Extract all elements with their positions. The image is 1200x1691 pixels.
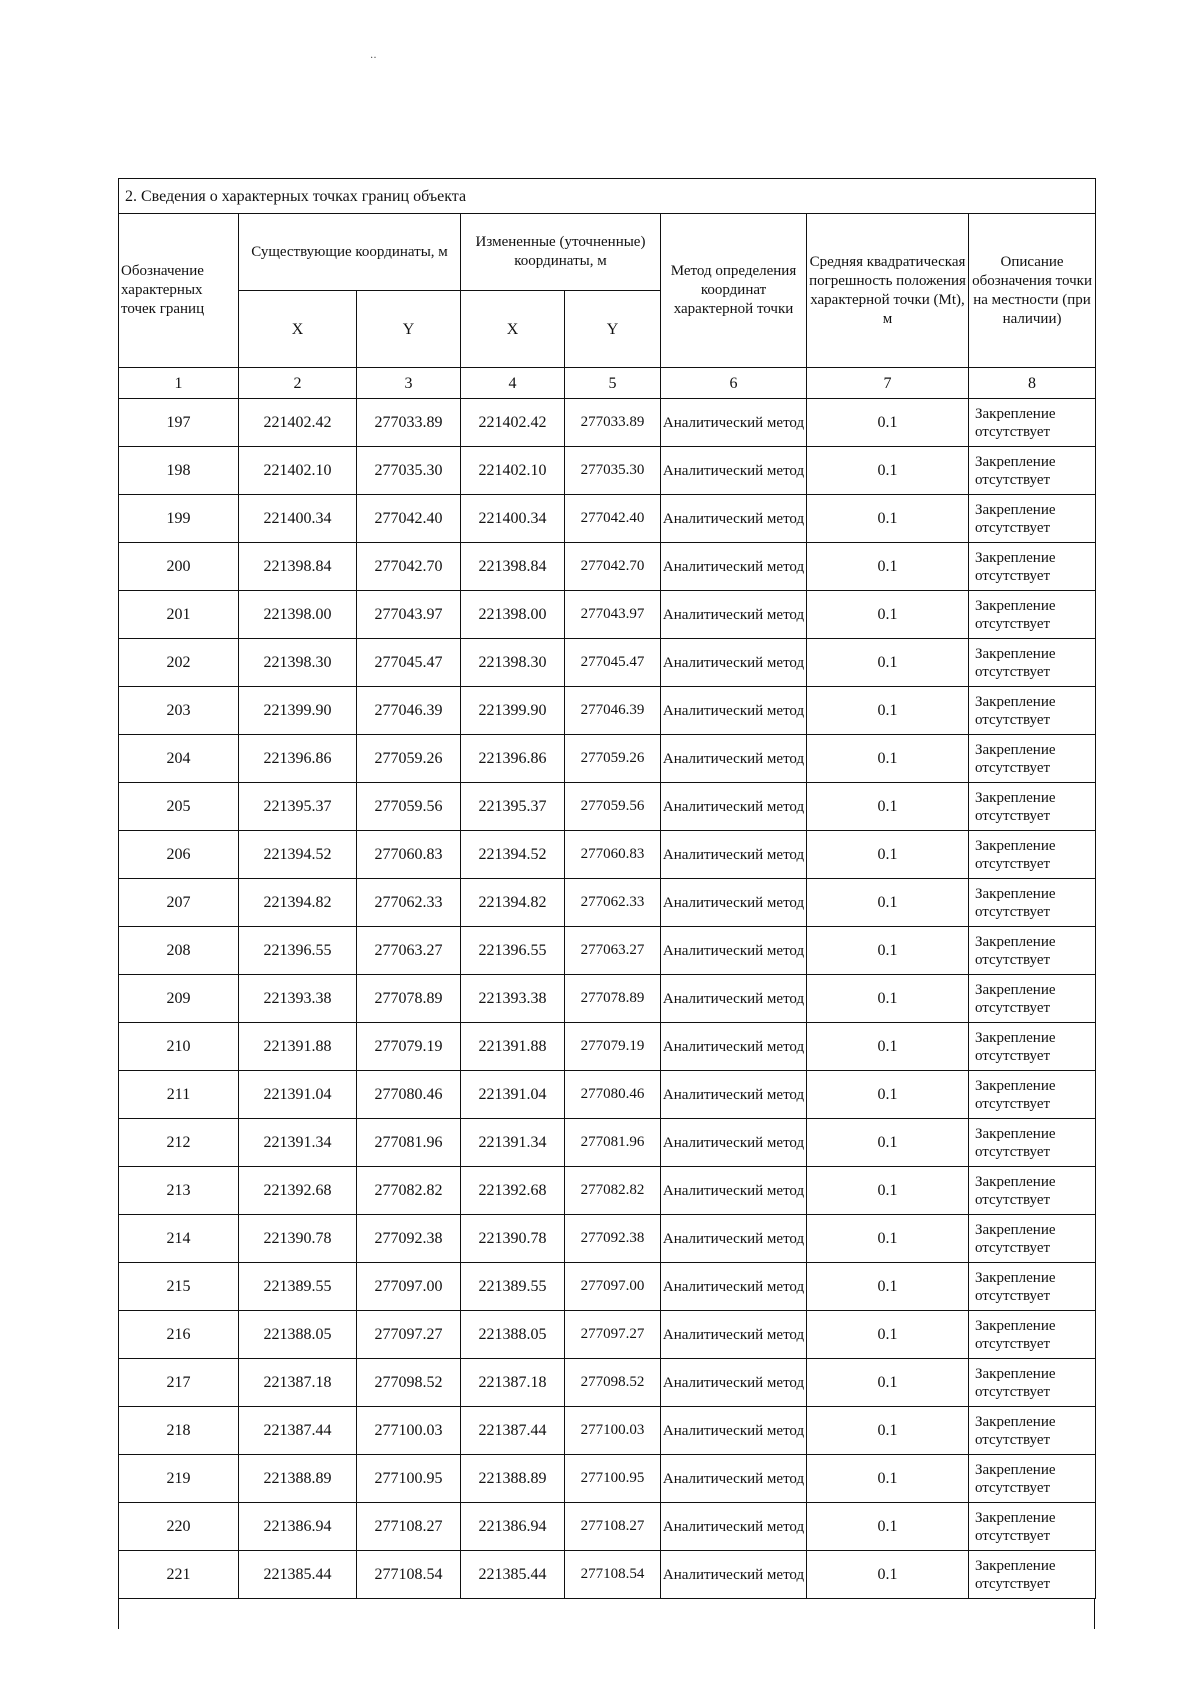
existing-y-cell: 277100.03 — [357, 1407, 461, 1455]
table-row — [119, 1551, 1096, 1599]
point-id-cell: 203 — [119, 687, 239, 735]
method-cell: Аналитический метод — [661, 399, 807, 447]
changed-x-cell: 221386.94 — [461, 1503, 565, 1551]
existing-x-cell: 221392.68 — [239, 1167, 357, 1215]
description-cell: Закрепление отсутствует — [969, 831, 1096, 879]
point-id-cell: 214 — [119, 1215, 239, 1263]
mt-error-cell: 0.1 — [807, 1071, 969, 1119]
method-cell: Аналитический метод — [661, 1311, 807, 1359]
table-row — [119, 1119, 1096, 1167]
description-cell: Закрепление отсутствует — [969, 783, 1096, 831]
method-cell: Аналитический метод — [661, 639, 807, 687]
header-method: Метод определения координат характерной точки — [661, 214, 807, 368]
table-row — [119, 1071, 1096, 1119]
table-row — [119, 1215, 1096, 1263]
changed-x-cell: 221395.37 — [461, 783, 565, 831]
method-cell: Аналитический метод — [661, 1263, 807, 1311]
header-description: Описание обозначения точки на местности (при наличии) — [969, 214, 1096, 368]
header-y-existing: Y — [357, 291, 461, 368]
description-cell: Закрепление отсутствует — [969, 1503, 1096, 1551]
description-cell: Закрепление отсутствует — [969, 591, 1096, 639]
point-id-cell: 209 — [119, 975, 239, 1023]
header-row-1 — [119, 214, 1096, 291]
changed-x-cell: 221398.30 — [461, 639, 565, 687]
point-id-cell: 221 — [119, 1551, 239, 1599]
changed-x-cell: 221388.05 — [461, 1311, 565, 1359]
table-row — [119, 1455, 1096, 1503]
description-cell: Закрепление отсутствует — [969, 1119, 1096, 1167]
description-cell: Закрепление отсутствует — [969, 1551, 1096, 1599]
header-changed-coordinates: Измененные (уточненные) координаты, м — [461, 214, 661, 291]
changed-y-cell: 277080.46 — [565, 1071, 661, 1119]
point-id-cell: 205 — [119, 783, 239, 831]
description-cell: Закрепление отсутствует — [969, 735, 1096, 783]
point-id-cell: 218 — [119, 1407, 239, 1455]
changed-x-cell: 221396.55 — [461, 927, 565, 975]
mt-error-cell: 0.1 — [807, 591, 969, 639]
existing-y-cell: 277033.89 — [357, 399, 461, 447]
existing-x-cell: 221396.55 — [239, 927, 357, 975]
changed-y-cell: 277079.19 — [565, 1023, 661, 1071]
method-cell: Аналитический метод — [661, 543, 807, 591]
point-id-cell: 208 — [119, 927, 239, 975]
existing-y-cell: 277098.52 — [357, 1359, 461, 1407]
changed-x-cell: 221390.78 — [461, 1215, 565, 1263]
header-x-existing: X — [239, 291, 357, 368]
changed-y-cell: 277045.47 — [565, 639, 661, 687]
point-id-cell: 207 — [119, 879, 239, 927]
point-id-cell: 216 — [119, 1311, 239, 1359]
table-row — [119, 495, 1096, 543]
table-row — [119, 975, 1096, 1023]
header-designation: Обозначение характерных точек границ — [119, 214, 239, 368]
existing-x-cell: 221389.55 — [239, 1263, 357, 1311]
changed-y-cell: 277108.27 — [565, 1503, 661, 1551]
table-row — [119, 1311, 1096, 1359]
method-cell: Аналитический метод — [661, 975, 807, 1023]
existing-y-cell: 277060.83 — [357, 831, 461, 879]
method-cell: Аналитический метод — [661, 591, 807, 639]
boundary-points-table-wrapper — [118, 178, 1095, 1599]
changed-x-cell: 221387.44 — [461, 1407, 565, 1455]
changed-x-cell: 221402.42 — [461, 399, 565, 447]
point-id-cell: 201 — [119, 591, 239, 639]
description-cell: Закрепление отсутствует — [969, 1263, 1096, 1311]
column-number: 6 — [661, 368, 807, 399]
changed-y-cell: 277081.96 — [565, 1119, 661, 1167]
changed-x-cell: 221391.34 — [461, 1119, 565, 1167]
point-id-cell: 220 — [119, 1503, 239, 1551]
table-row — [119, 639, 1096, 687]
changed-y-cell: 277035.30 — [565, 447, 661, 495]
existing-x-cell: 221388.05 — [239, 1311, 357, 1359]
point-id-cell: 215 — [119, 1263, 239, 1311]
existing-y-cell: 277097.00 — [357, 1263, 461, 1311]
changed-y-cell: 277097.00 — [565, 1263, 661, 1311]
point-id-cell: 202 — [119, 639, 239, 687]
header-error: Средняя квадратическая погрешность положения характерной точки (Mt), м — [807, 214, 969, 368]
table-row — [119, 783, 1096, 831]
changed-y-cell: 277043.97 — [565, 591, 661, 639]
changed-y-cell: 277098.52 — [565, 1359, 661, 1407]
method-cell: Аналитический метод — [661, 1503, 807, 1551]
point-id-cell: 204 — [119, 735, 239, 783]
existing-y-cell: 277079.19 — [357, 1023, 461, 1071]
mt-error-cell: 0.1 — [807, 687, 969, 735]
mt-error-cell: 0.1 — [807, 927, 969, 975]
mt-error-cell: 0.1 — [807, 1359, 969, 1407]
column-number: 8 — [969, 368, 1096, 399]
changed-x-cell: 221389.55 — [461, 1263, 565, 1311]
mt-error-cell: 0.1 — [807, 399, 969, 447]
description-cell: Закрепление отсутствует — [969, 1359, 1096, 1407]
changed-x-cell: 221387.18 — [461, 1359, 565, 1407]
changed-x-cell: 221394.52 — [461, 831, 565, 879]
description-cell: Закрепление отсутствует — [969, 495, 1096, 543]
description-cell: Закрепление отсутствует — [969, 447, 1096, 495]
table-continuation — [118, 1599, 1095, 1629]
mt-error-cell: 0.1 — [807, 975, 969, 1023]
changed-x-cell: 221391.04 — [461, 1071, 565, 1119]
section-title: 2. Сведения о характерных точках границ объекта — [119, 179, 1096, 214]
description-cell: Закрепление отсутствует — [969, 1407, 1096, 1455]
table-row — [119, 447, 1096, 495]
mt-error-cell: 0.1 — [807, 1167, 969, 1215]
description-cell: Закрепление отсутствует — [969, 927, 1096, 975]
boundary-points-table — [118, 178, 1096, 1599]
changed-y-cell: 277033.89 — [565, 399, 661, 447]
existing-x-cell: 221398.84 — [239, 543, 357, 591]
column-number: 4 — [461, 368, 565, 399]
point-id-cell: 197 — [119, 399, 239, 447]
mt-error-cell: 0.1 — [807, 1215, 969, 1263]
column-number: 3 — [357, 368, 461, 399]
existing-x-cell: 221387.18 — [239, 1359, 357, 1407]
changed-y-cell: 277042.70 — [565, 543, 661, 591]
existing-x-cell: 221391.88 — [239, 1023, 357, 1071]
mt-error-cell: 0.1 — [807, 543, 969, 591]
column-number: 7 — [807, 368, 969, 399]
existing-y-cell: 277092.38 — [357, 1215, 461, 1263]
existing-x-cell: 221393.38 — [239, 975, 357, 1023]
changed-x-cell: 221402.10 — [461, 447, 565, 495]
column-number: 2 — [239, 368, 357, 399]
method-cell: Аналитический метод — [661, 927, 807, 975]
table-row — [119, 1503, 1096, 1551]
method-cell: Аналитический метод — [661, 687, 807, 735]
mt-error-cell: 0.1 — [807, 831, 969, 879]
changed-y-cell: 277078.89 — [565, 975, 661, 1023]
table-row — [119, 1263, 1096, 1311]
mt-error-cell: 0.1 — [807, 1263, 969, 1311]
changed-x-cell: 221400.34 — [461, 495, 565, 543]
existing-x-cell: 221391.04 — [239, 1071, 357, 1119]
method-cell: Аналитический метод — [661, 1023, 807, 1071]
changed-x-cell: 221385.44 — [461, 1551, 565, 1599]
table-row — [119, 1167, 1096, 1215]
changed-x-cell: 221392.68 — [461, 1167, 565, 1215]
table-row — [119, 1407, 1096, 1455]
point-id-cell: 200 — [119, 543, 239, 591]
table-row — [119, 927, 1096, 975]
table-row — [119, 879, 1096, 927]
existing-y-cell: 277045.47 — [357, 639, 461, 687]
changed-x-cell: 221399.90 — [461, 687, 565, 735]
description-cell: Закрепление отсутствует — [969, 1167, 1096, 1215]
existing-x-cell: 221385.44 — [239, 1551, 357, 1599]
method-cell: Аналитический метод — [661, 1359, 807, 1407]
existing-y-cell: 277042.40 — [357, 495, 461, 543]
existing-y-cell: 277078.89 — [357, 975, 461, 1023]
existing-y-cell: 277108.54 — [357, 1551, 461, 1599]
table-row — [119, 591, 1096, 639]
existing-y-cell: 277062.33 — [357, 879, 461, 927]
existing-x-cell: 221396.86 — [239, 735, 357, 783]
point-id-cell: 199 — [119, 495, 239, 543]
table-row — [119, 1023, 1096, 1071]
changed-y-cell: 277060.83 — [565, 831, 661, 879]
point-id-cell: 213 — [119, 1167, 239, 1215]
changed-y-cell: 277100.03 — [565, 1407, 661, 1455]
description-cell: Закрепление отсутствует — [969, 399, 1096, 447]
mt-error-cell: 0.1 — [807, 1023, 969, 1071]
existing-x-cell: 221394.82 — [239, 879, 357, 927]
existing-x-cell: 221402.10 — [239, 447, 357, 495]
existing-y-cell: 277043.97 — [357, 591, 461, 639]
existing-x-cell: 221399.90 — [239, 687, 357, 735]
description-cell: Закрепление отсутствует — [969, 687, 1096, 735]
existing-y-cell: 277097.27 — [357, 1311, 461, 1359]
changed-y-cell: 277046.39 — [565, 687, 661, 735]
existing-y-cell: 277035.30 — [357, 447, 461, 495]
mt-error-cell: 0.1 — [807, 495, 969, 543]
existing-x-cell: 221387.44 — [239, 1407, 357, 1455]
point-id-cell: 210 — [119, 1023, 239, 1071]
section-title-row — [119, 179, 1096, 214]
table-row — [119, 543, 1096, 591]
method-cell: Аналитический метод — [661, 1119, 807, 1167]
method-cell: Аналитический метод — [661, 1215, 807, 1263]
description-cell: Закрепление отсутствует — [969, 1215, 1096, 1263]
existing-y-cell: 277100.95 — [357, 1455, 461, 1503]
description-cell: Закрепление отсутствует — [969, 1311, 1096, 1359]
changed-y-cell: 277059.26 — [565, 735, 661, 783]
method-cell: Аналитический метод — [661, 1407, 807, 1455]
scan-artifact-mark: ‥ — [370, 50, 377, 61]
changed-x-cell: 221398.00 — [461, 591, 565, 639]
header-existing-coordinates: Существующие координаты, м — [239, 214, 461, 291]
mt-error-cell: 0.1 — [807, 735, 969, 783]
description-cell: Закрепление отсутствует — [969, 1455, 1096, 1503]
existing-x-cell: 221398.00 — [239, 591, 357, 639]
changed-x-cell: 221391.88 — [461, 1023, 565, 1071]
table-row — [119, 831, 1096, 879]
method-cell: Аналитический метод — [661, 831, 807, 879]
point-id-cell: 212 — [119, 1119, 239, 1167]
mt-error-cell: 0.1 — [807, 1119, 969, 1167]
description-cell: Закрепление отсутствует — [969, 1023, 1096, 1071]
changed-y-cell: 277100.95 — [565, 1455, 661, 1503]
table-row — [119, 735, 1096, 783]
existing-x-cell: 221390.78 — [239, 1215, 357, 1263]
existing-x-cell: 221391.34 — [239, 1119, 357, 1167]
table-row — [119, 687, 1096, 735]
mt-error-cell: 0.1 — [807, 1407, 969, 1455]
changed-y-cell: 277108.54 — [565, 1551, 661, 1599]
existing-y-cell: 277080.46 — [357, 1071, 461, 1119]
point-id-cell: 206 — [119, 831, 239, 879]
point-id-cell: 217 — [119, 1359, 239, 1407]
method-cell: Аналитический метод — [661, 1455, 807, 1503]
description-cell: Закрепление отсутствует — [969, 1071, 1096, 1119]
changed-y-cell: 277042.40 — [565, 495, 661, 543]
existing-y-cell: 277046.39 — [357, 687, 461, 735]
point-id-cell: 198 — [119, 447, 239, 495]
description-cell: Закрепление отсутствует — [969, 975, 1096, 1023]
existing-y-cell: 277059.26 — [357, 735, 461, 783]
changed-y-cell: 277062.33 — [565, 879, 661, 927]
header-x-changed: X — [461, 291, 565, 368]
changed-x-cell: 221388.89 — [461, 1455, 565, 1503]
existing-y-cell: 277108.27 — [357, 1503, 461, 1551]
changed-x-cell: 221398.84 — [461, 543, 565, 591]
description-cell: Закрепление отсутствует — [969, 639, 1096, 687]
method-cell: Аналитический метод — [661, 1551, 807, 1599]
existing-x-cell: 221400.34 — [239, 495, 357, 543]
changed-x-cell: 221396.86 — [461, 735, 565, 783]
point-id-cell: 219 — [119, 1455, 239, 1503]
mt-error-cell: 0.1 — [807, 879, 969, 927]
mt-error-cell: 0.1 — [807, 447, 969, 495]
description-cell: Закрепление отсутствует — [969, 879, 1096, 927]
changed-y-cell: 277097.27 — [565, 1311, 661, 1359]
existing-y-cell: 277059.56 — [357, 783, 461, 831]
existing-y-cell: 277063.27 — [357, 927, 461, 975]
existing-y-cell: 277082.82 — [357, 1167, 461, 1215]
existing-x-cell: 221395.37 — [239, 783, 357, 831]
mt-error-cell: 0.1 — [807, 1311, 969, 1359]
existing-x-cell: 221394.52 — [239, 831, 357, 879]
column-number: 5 — [565, 368, 661, 399]
existing-x-cell: 221388.89 — [239, 1455, 357, 1503]
method-cell: Аналитический метод — [661, 735, 807, 783]
description-cell: Закрепление отсутствует — [969, 543, 1096, 591]
mt-error-cell: 0.1 — [807, 1551, 969, 1599]
method-cell: Аналитический метод — [661, 495, 807, 543]
point-id-cell: 211 — [119, 1071, 239, 1119]
changed-y-cell: 277063.27 — [565, 927, 661, 975]
method-cell: Аналитический метод — [661, 879, 807, 927]
changed-y-cell: 277059.56 — [565, 783, 661, 831]
column-number: 1 — [119, 368, 239, 399]
table-row — [119, 1359, 1096, 1407]
method-cell: Аналитический метод — [661, 447, 807, 495]
method-cell: Аналитический метод — [661, 783, 807, 831]
mt-error-cell: 0.1 — [807, 639, 969, 687]
mt-error-cell: 0.1 — [807, 1503, 969, 1551]
mt-error-cell: 0.1 — [807, 783, 969, 831]
existing-x-cell: 221398.30 — [239, 639, 357, 687]
method-cell: Аналитический метод — [661, 1071, 807, 1119]
method-cell: Аналитический метод — [661, 1167, 807, 1215]
column-numbers-row — [119, 368, 1096, 399]
changed-y-cell: 277082.82 — [565, 1167, 661, 1215]
existing-y-cell: 277042.70 — [357, 543, 461, 591]
changed-x-cell: 221394.82 — [461, 879, 565, 927]
existing-x-cell: 221402.42 — [239, 399, 357, 447]
table-row — [119, 399, 1096, 447]
mt-error-cell: 0.1 — [807, 1455, 969, 1503]
existing-y-cell: 277081.96 — [357, 1119, 461, 1167]
changed-x-cell: 221393.38 — [461, 975, 565, 1023]
header-y-changed: Y — [565, 291, 661, 368]
existing-x-cell: 221386.94 — [239, 1503, 357, 1551]
changed-y-cell: 277092.38 — [565, 1215, 661, 1263]
